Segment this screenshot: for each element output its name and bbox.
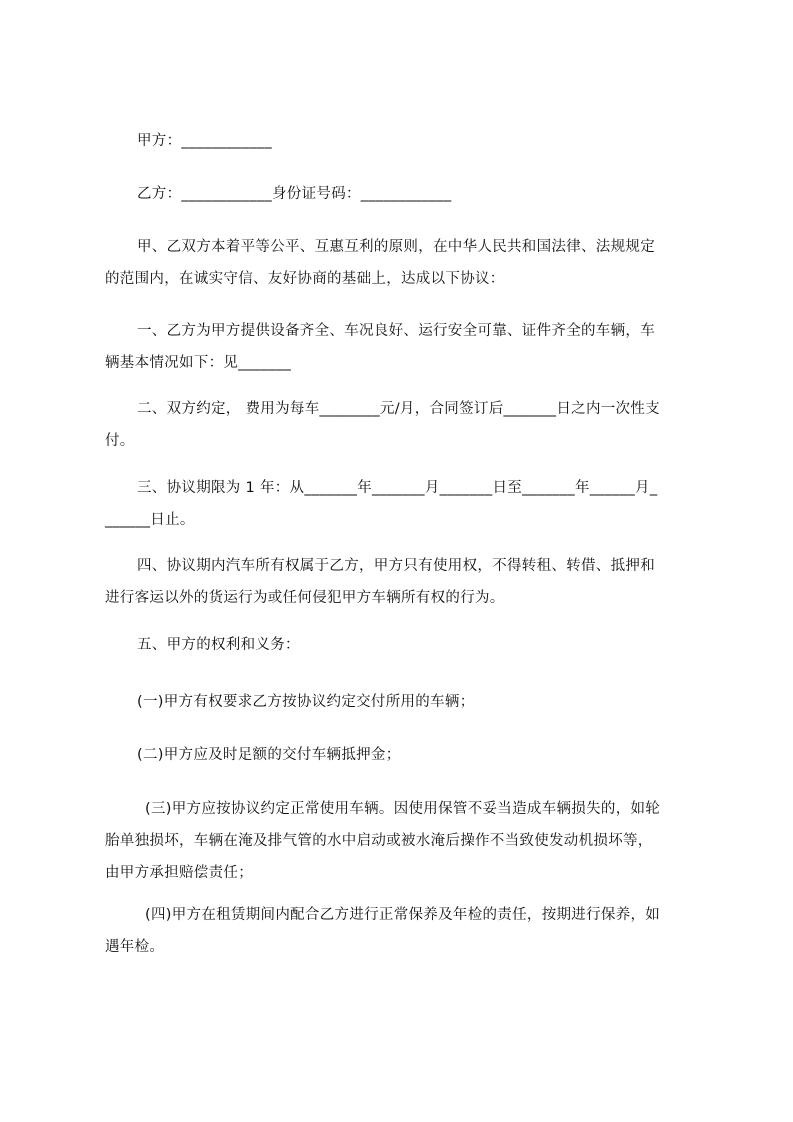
item-4 xyxy=(105,899,701,963)
clause-3-line-1: 三、协议期限为 1 年：从_______年_______月_______日至_______年______月_ xyxy=(137,480,658,496)
item-3-line-2: 胎单独损坏，车辆在淹及排气管的水中启动或被水淹后操作不当致使发动机损坏等， xyxy=(105,833,653,849)
clause-5-title-text: 五、甲方的权利和义务： xyxy=(137,637,300,653)
clause-1-line-1: 一、乙方为甲方提供设备齐全、车况良好、运行安全可靠、证件齐全的车辆，车 xyxy=(137,323,655,339)
clause-3-line-2: ______日止。 xyxy=(105,512,195,528)
clause-4 xyxy=(105,550,701,614)
party-b-text: 乙方：____________身份证号码：____________ xyxy=(137,186,452,202)
clause-1-line-2: 辆基本情况如下：见_______ xyxy=(105,355,292,371)
party-a-text: 甲方：____________ xyxy=(137,133,272,149)
party-b-line xyxy=(105,178,701,210)
item-4-line-1: (四)甲方在租赁期间内配合乙方进行正常保养及年检的责任，按期进行保养，如 xyxy=(145,907,661,923)
party-a-line xyxy=(105,125,701,157)
clause-5-title xyxy=(105,629,701,661)
clause-2-line-1: 二、双方约定， 费用为每车________元/月，合同签订后_______日之内一次性支 xyxy=(137,401,660,417)
item-2-text: (二)甲方应及时足额的交付车辆抵押金； xyxy=(137,747,401,763)
item-1 xyxy=(105,686,701,718)
clause-2 xyxy=(105,393,701,457)
item-4-line-2: 遇年检。 xyxy=(105,939,165,955)
intro-line-2: 的范围内，在诚实守信、友好协商的基础上，达成以下协议： xyxy=(105,271,505,287)
clause-3 xyxy=(105,472,701,536)
item-3-line-1: (三)甲方应按协议约定正常使用车辆。因使用保管不妥当造成车辆损失的，如轮 xyxy=(145,801,661,817)
clause-4-line-1: 四、协议期内汽车所有权属于乙方，甲方只有使用权，不得转租、转借、抵押和 xyxy=(137,558,655,574)
clause-1 xyxy=(105,315,701,379)
clause-4-line-2: 进行客运以外的货运行为或任何侵犯甲方车辆所有权的行为。 xyxy=(105,590,505,606)
clause-2-line-2: 付。 xyxy=(105,433,135,449)
item-2 xyxy=(105,739,701,771)
intro-paragraph xyxy=(105,231,701,295)
item-3-line-3: 由甲方承担赔偿责任； xyxy=(105,865,253,881)
item-1-text: (一)甲方有权要求乙方按协议约定交付所用的车辆； xyxy=(137,694,475,710)
intro-line-1: 甲、乙双方本着平等公平、互惠互利的原则，在中华人民共和国法律、法规规定 xyxy=(137,239,655,255)
item-3 xyxy=(105,793,701,889)
